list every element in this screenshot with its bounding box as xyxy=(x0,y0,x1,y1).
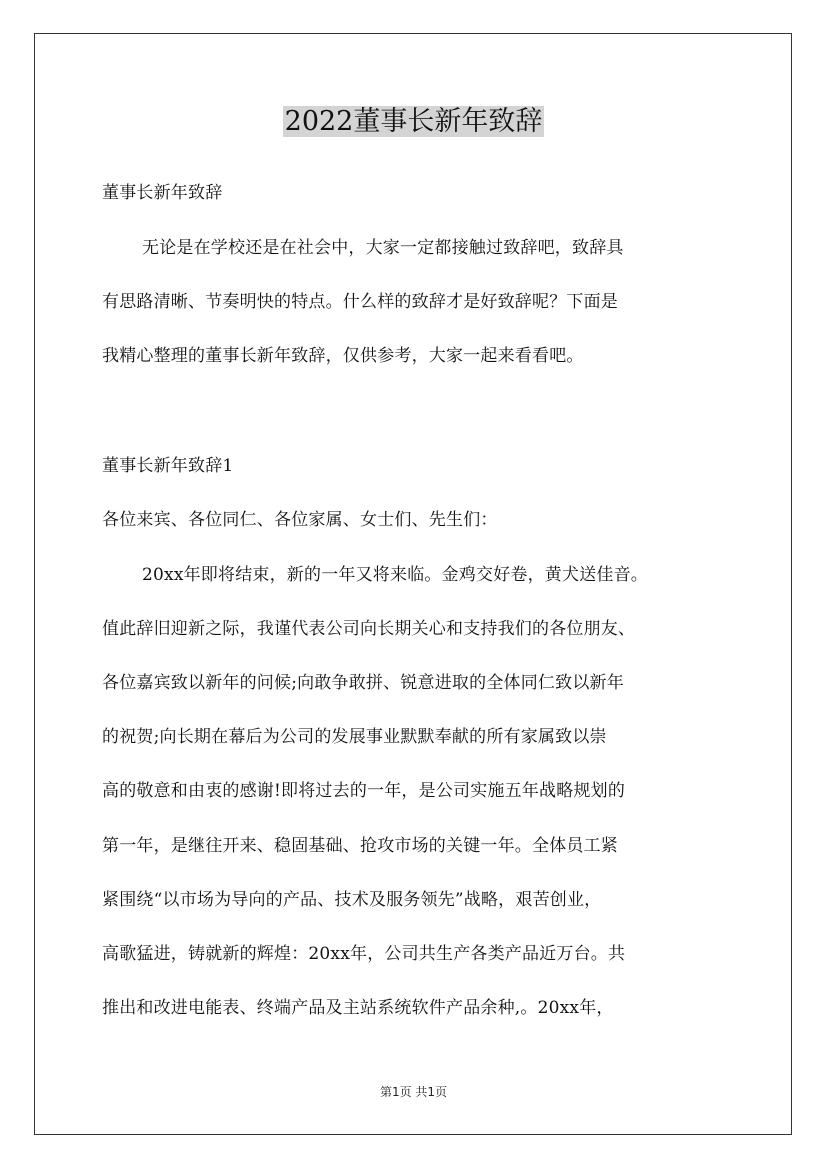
salutation: 各位来宾、各位同仁、各位家属、女士们、先生们： xyxy=(102,510,498,530)
intro-line-2: 有思路清晰、节奏明快的特点。什么样的致辞才是好致辞呢？下面是 xyxy=(102,292,618,312)
body-line-1: 20xx年即将结束，新的一年又将来临。金鸡交好卷，黄犬送佳音。 xyxy=(142,565,649,585)
body-line-4: 的祝贺;向长期在幕后为公司的发展事业默默奉献的所有家属致以崇 xyxy=(102,727,607,747)
document-subtitle: 董事长新年致辞 xyxy=(102,183,223,203)
body-line-7: 紧围绕“以市场为导向的产品、技术及服务领先”战略，艰苦创业， xyxy=(102,890,602,910)
body-line-5: 高的敬意和由衷的感谢!即将过去的一年，是公司实施五年战略规划的 xyxy=(102,781,626,801)
body-line-9: 推出和改进电能表、终端产品及主站系统软件产品余种,。20xx年， xyxy=(102,998,614,1018)
page-footer: 第1页 共1页 xyxy=(379,1085,448,1099)
body-line-2: 值此辞旧迎新之际，我谨代表公司向长期关心和支持我们的各位朋友、 xyxy=(102,619,636,639)
body-line-6: 第一年，是继往开来、稳固基础、抢攻市场的关键一年。全体员工紧 xyxy=(102,836,618,856)
document-title xyxy=(0,103,827,141)
body-line-3: 各位嘉宾致以新年的问候;向敢争敢拼、锐意进取的全体同仁致以新年 xyxy=(102,673,624,693)
body-line-8: 高歌猛进，铸就新的辉煌：20xx年，公司共生产各类产品近万台。共 xyxy=(102,944,626,964)
intro-line-1: 无论是在学校还是在社会中，大家一定都接触过致辞吧，致辞具 xyxy=(142,238,624,258)
section-heading: 董事长新年致辞1 xyxy=(102,456,234,476)
intro-line-3: 我精心整理的董事长新年致辞，仅供参考，大家一起来看看吧。 xyxy=(102,346,584,366)
document-title-text: 2022董事长新年致辞 xyxy=(284,106,543,137)
